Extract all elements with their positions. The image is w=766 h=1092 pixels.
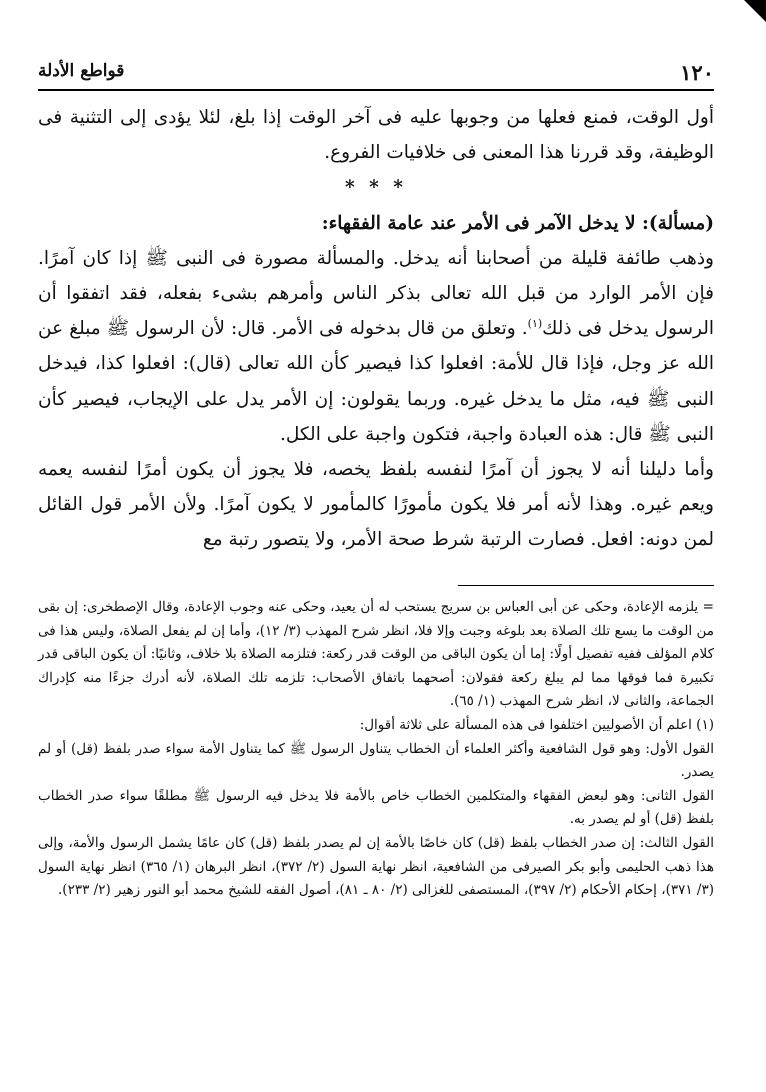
footnote-1-intro: (١) اعلم أن الأصوليين اختلفوا فى هذه المسألة على ثلاثة أقوال: xyxy=(359,716,714,733)
paragraph-2-part-b: . وتعلق من قال بدخوله فى الأمر. قال: لأن الرسول ﷺ مبلغ عن الله عز وجل، فإذا قال للأمة: افعلوا كذا فيصير كأن الله تعالى (قال): افعلوا كذا، فيدخل النبى ﷺ فيه، مثل ما يدخل غيره. وربما يقولون: إن الأمر يدل على الإيجاب، فيصير كأن النبى ﷺ قال: هذه العبادة واجبة، فتكون واجبة على الكل. xyxy=(38,318,714,445)
section-separator: * * * xyxy=(345,177,407,199)
main-text xyxy=(38,100,714,558)
paragraph-3: وأما دليلنا أنه لا يجوز أن آمرًا لنفسه بلفظ يخصه، فلا يجوز أن يكون أمرًا لنفسه يعمه ويعم غيره. وهذا لأنه أمر فلا يكون مأمورًا كالمأمور لا يكون آمرًا. ولأن الأمر قول القائل لمن دونه: افعل. فصارت الرتبة شرط صحة الأمر، ولا يتصور رتبة مع xyxy=(38,459,714,551)
page-corner-mark xyxy=(744,0,766,22)
footnote-continuation: = يلزمه الإعادة، وحكى عن أبى العباس بن سريج يستحب له أن يعيد، وحكى عنه وجوب الإعادة، وقال الإصطخرى: إن بقى من الوقت ما يسع تلك الصلاة بعد بلوغه وجبت وإلا فلا، انظر شرح المهذب (٣/ ١٢)، وأما إن لم يفعل الصلاة، وليس هذا فى كلام المؤلف ففيه تفصيل أولًا: إما أن يكون الباقى من الوقت قدر ركعة: فتلزمه الصلاة بلا خلاف، وثانيًا: أن يكون الباقى قدر تكبيرة فما فوقها مما لم يبلغ ركعة فقولان: أصحهما باتفاق الأصحاب: تلزمه تلك الصلاة، لأنه أدرك جزءًا منه كإدراك الجماعة، والثانى لا، انظر شرح المهذب (١/ ٦٥). xyxy=(37,599,715,710)
page-number: ١٢٠ xyxy=(680,60,714,85)
page-header xyxy=(38,58,714,86)
section-heading: (مسألة): لا يدخل الآمر فى الأمر عند عامة الفقهاء: xyxy=(321,212,714,234)
running-title: قواطع الأدلة xyxy=(38,61,125,81)
footnote-1-first-opinion: القول الأول: وهو قول الشافعية وأكثر العلماء أن الخطاب يتناول الرسول ﷺ كما يتناول الأمة سواء صدر بلفظ (قل) أو لم يصدر. xyxy=(38,740,714,781)
footnotes xyxy=(38,596,714,903)
paragraph-1: أول الوقت، فمنع فعلها من وجوبها عليه فى آخر الوقت إذا بلغ، لئلا يؤدى إلى التثنية فى الوظيفة، وقد قررنا هذا المعنى فى خلافيات الفروع. xyxy=(38,107,714,164)
footnote-1-second-opinion: القول الثانى: وهو لبعض الفقهاء والمتكلمين الخطاب خاص بالأمة فلا يدخل فيه الرسول ﷺ مطلقًا سواء صدر الخطاب بلفظ (قل) أو لم يصدر به. xyxy=(38,787,714,828)
paragraph-2-part-a: وذهب طائفة قليلة من أصحابنا أنه يدخل. والمسألة مصورة فى النبى ﷺ إذا كان آمرًا. فإن الأمر الوارد من قبل الله تعالى بذكر الناس وأمرهم بشىء بفعله، فقد اتفقوا أن الرسول يدخل فى ذلك xyxy=(38,247,714,340)
footnote-reference: (١) xyxy=(527,317,543,331)
footnote-rule xyxy=(458,585,714,586)
footnote-1-third-opinion: القول الثالث: إن صدر الخطاب بلفظ (قل) كان خاصًا بالأمة إن لم يصدر بلفظ (قل) كان عامًا يشمل الرسول والأمة، وإلى هذا ذهب الحليمى وأبو بكر الصيرفى من الشافعية، انظر نهاية السول (٢/ ٣٧٢)، انظر البرهان (١/ ٣٦٥) انظر نهاية السول (٣/ ٣٧١)، إحكام الأحكام (٢/ ٣٩٧)، المستصفى للغزالى (٢/ ٨٠ ـ ٨١)، أصول الفقه للشيخ محمد أبو النور زهير (٢/ ٢٣٣). xyxy=(38,834,714,899)
header-rule xyxy=(38,89,714,91)
paragraph-2 xyxy=(38,241,714,452)
